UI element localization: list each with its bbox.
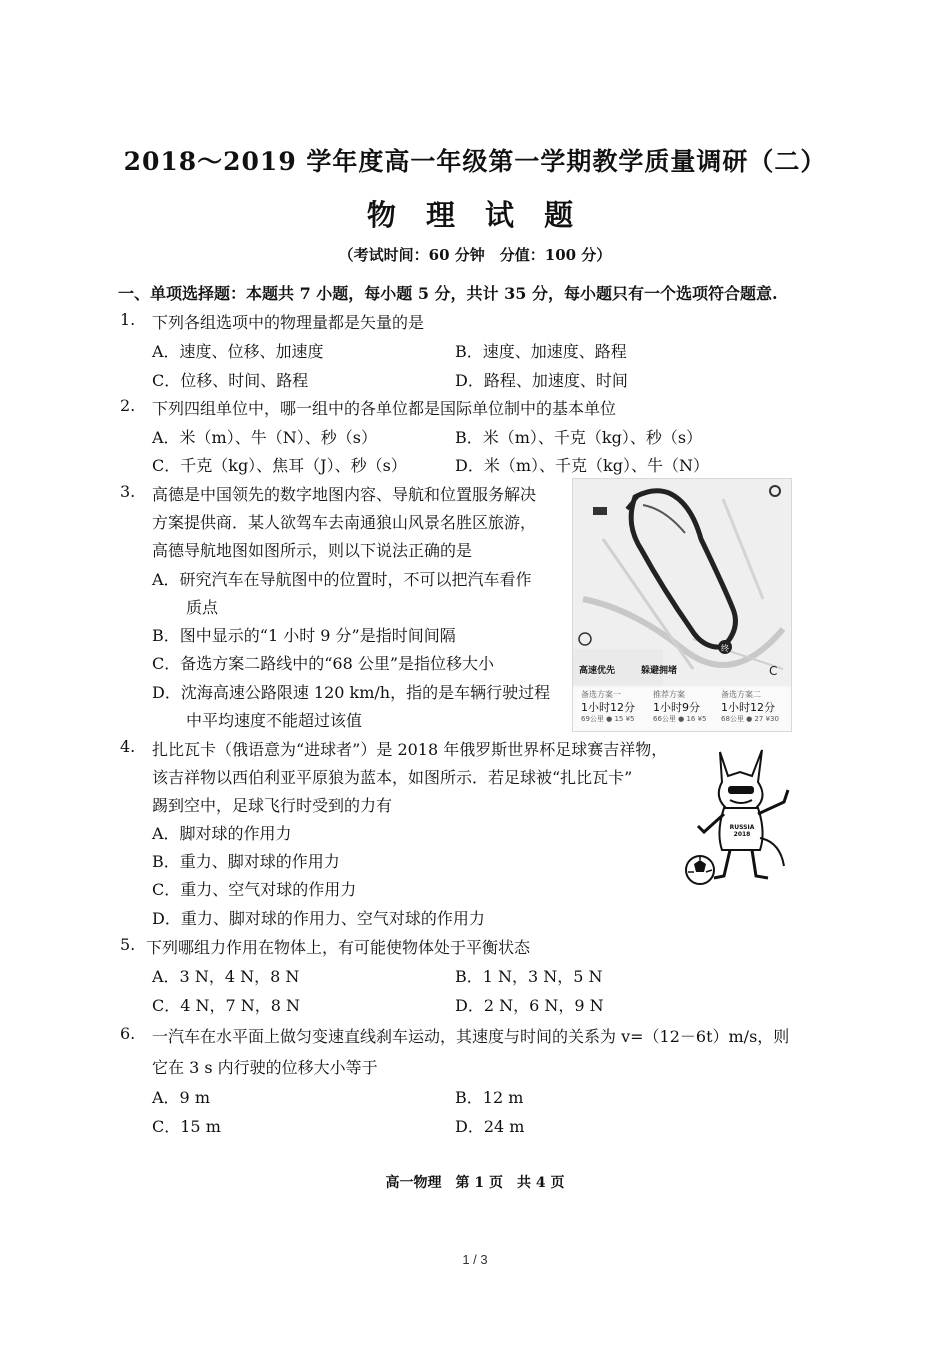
option-b: B．图中显示的“1 小时 9 分”是指时间间隔 — [152, 626, 456, 645]
question-stem: 下列各组选项中的物理量都是矢量的是 — [152, 313, 425, 332]
option-b: B．12 m — [455, 1088, 524, 1107]
option-d: D．米（m）、千克（kg）、牛（N） — [455, 456, 709, 475]
option-a: A．脚对球的作用力 — [152, 824, 292, 843]
option-d: D．24 m — [455, 1117, 525, 1136]
plan-label: 备选方案一 — [581, 690, 621, 699]
option-a-cont: 质点 — [186, 598, 219, 617]
plan-detail: 69公里 ● 15 ¥5 — [581, 715, 635, 723]
viewer-page-indicator: 1 / 3 — [462, 1252, 488, 1267]
question-number: 4. — [120, 737, 136, 756]
option-b: B．米（m）、千克（kg）、秒（s） — [455, 428, 703, 447]
svg-text:C: C — [769, 664, 778, 678]
option-d: D．重力、脚对球的作用力、空气对球的作用力 — [152, 909, 485, 928]
question-stem-line: 它在 3 s 内行驶的位移大小等于 — [152, 1058, 378, 1077]
plan-detail: 68公里 ● 27 ¥30 — [721, 715, 779, 723]
option-c: C．15 m — [152, 1117, 221, 1136]
plan-time: 1小时12分 — [581, 701, 635, 714]
plan-detail: 66公里 ● 16 ¥5 — [653, 715, 707, 723]
option-c: C．备选方案二路线中的“68 公里”是指位移大小 — [152, 654, 495, 673]
navigation-map-figure — [572, 478, 792, 732]
option-b: B．重力、脚对球的作用力 — [152, 852, 340, 871]
map-option-highway: 高速优先 — [579, 666, 616, 676]
mascot-shirt-text: RUSSIA 2018 — [729, 824, 755, 838]
option-d: D．沈海高速公路限速 120 km/h，指的是车辆行驶过程 — [152, 683, 551, 702]
option-a: A．9 m — [152, 1088, 210, 1107]
plan-label: 推荐方案 — [653, 690, 685, 699]
option-a: A．3 N，4 N，8 N — [152, 967, 300, 986]
question-number: 6. — [120, 1024, 136, 1043]
exam-meta: （考试时间：60 分钟 分值：100 分） — [338, 246, 612, 264]
question-stem-line: 该吉祥物以西伯利亚平原狼为蓝本，如图所示．若足球被“扎比瓦卡” — [152, 768, 633, 787]
map-option-avoid-traffic: 躲避拥堵 — [641, 666, 678, 676]
route-plans-bar — [573, 687, 791, 731]
subject-title: 物 理 试 题 — [366, 198, 584, 232]
question-stem-line: 高德导航地图如图所示，则以下说法正确的是 — [152, 541, 473, 560]
question-stem-line: 一汽车在水平面上做匀变速直线刹车运动，其速度与时间的关系为 v=（12－6t）m/s，则 — [152, 1027, 790, 1046]
option-c: C．千克（kg）、焦耳（J）、秒（s） — [152, 456, 407, 475]
option-c: C．4 N，7 N，8 N — [152, 996, 301, 1015]
plan-time: 1小时12分 — [721, 701, 775, 714]
option-d-cont: 中平均速度不能超过该值 — [186, 711, 363, 730]
question-stem-line: 扎比瓦卡（俄语意为“进球者”）是 2018 年俄罗斯世界杯足球赛吉祥物， — [152, 740, 668, 759]
question-stem-line: 高德是中国领先的数字地图内容、导航和位置服务解决 — [152, 485, 537, 504]
option-d: D．路程、加速度、时间 — [455, 371, 628, 390]
option-b: B．速度、加速度、路程 — [455, 342, 627, 361]
question-number: 3. — [120, 482, 136, 501]
question-stem: 下列哪组力作用在物体上，有可能使物体处于平衡状态 — [146, 938, 531, 957]
question-stem-line: 方案提供商．某人欲驾车去南通狼山风景名胜区旅游， — [152, 513, 537, 532]
option-b: B．1 N，3 N，5 N — [455, 967, 603, 986]
svg-text:终: 终 — [721, 644, 729, 653]
mascot-figure — [680, 742, 800, 892]
option-a: A．研究汽车在导航图中的位置时，不可以把汽车看作 — [152, 570, 532, 589]
question-number: 1. — [120, 310, 136, 329]
question-number: 5. — [120, 935, 136, 954]
plan-time: 1小时9分 — [653, 701, 700, 714]
section-heading: 一、单项选择题：本题共 7 小题，每小题 5 分，共计 35 分，每小题只有一个选项符合题意. — [118, 284, 778, 303]
question-number: 2. — [120, 396, 136, 415]
map-route-graphic — [573, 479, 791, 685]
page-footer: 高一物理 第 1 页 共 4 页 — [385, 1175, 565, 1191]
option-a: A．速度、位移、加速度 — [152, 342, 324, 361]
option-a: A．米（m）、牛（N）、秒（s） — [152, 428, 377, 447]
plan-label: 备选方案二 — [721, 690, 761, 699]
question-stem-line: 踢到空中，足球飞行时受到的力有 — [152, 796, 393, 815]
option-c: C．重力、空气对球的作用力 — [152, 880, 357, 899]
exam-title: 2018～2019 学年度高一年级第一学期教学质量调研（二） — [123, 147, 827, 176]
wolf-mascot-drawing — [680, 742, 800, 892]
option-c: C．位移、时间、路程 — [152, 371, 309, 390]
question-stem: 下列四组单位中，哪一组中的各单位都是国际单位制中的基本单位 — [152, 399, 617, 418]
option-d: D．2 N，6 N，9 N — [455, 996, 604, 1015]
